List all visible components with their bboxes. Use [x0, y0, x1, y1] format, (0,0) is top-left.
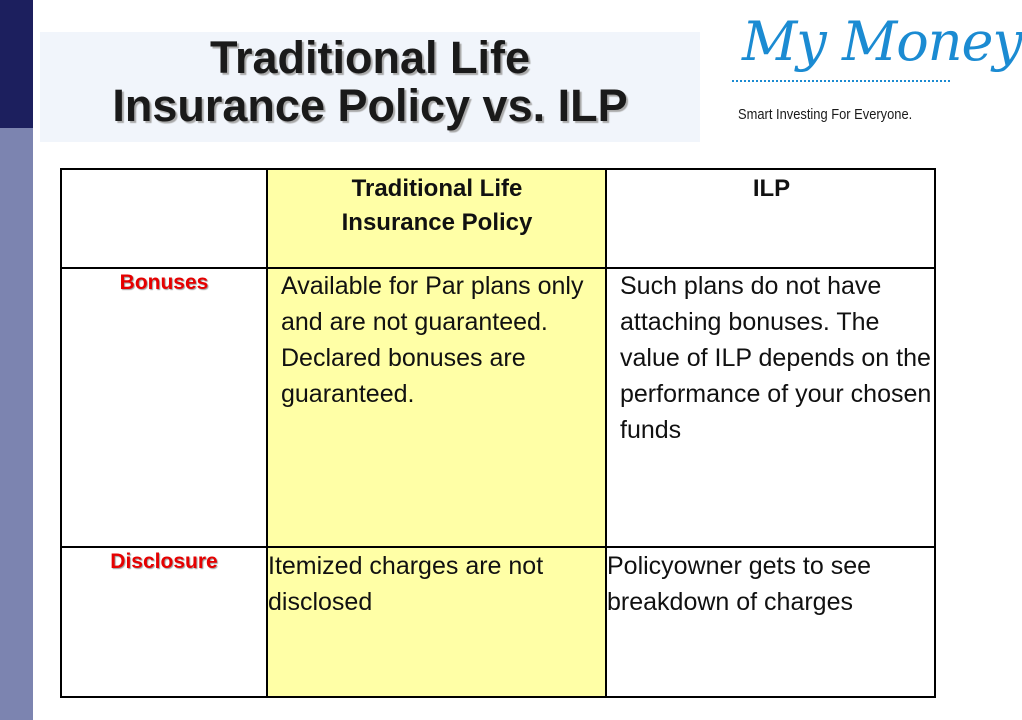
sidebar-accent-dark [0, 0, 33, 128]
logo-brand: My Money [742, 10, 1022, 73]
slide-title [40, 34, 700, 130]
cell-disclosure-ilp: Policyowner gets to see breakdown of charges [607, 552, 872, 616]
header-traditional-line2: Insurance Policy [341, 209, 533, 236]
header-traditional [268, 172, 606, 240]
logo-tagline: Smart Investing For Everyone. [738, 106, 913, 123]
cell-bonuses-traditional: Available for Par plans only and are not guaranteed. Declared bonuses are guaranteed. [281, 272, 584, 408]
row-label-bonuses: Bonuses [119, 271, 209, 294]
slide-title-line1: Traditional Life [209, 32, 531, 83]
cell-disclosure-traditional: Itemized charges are not disclosed [268, 552, 544, 616]
cell-bonuses-ilp: Such plans do not have attaching bonuses. The value of ILP depends on the performance of your chosen funds [620, 272, 932, 444]
slide-title-line2: Insurance Policy vs. ILP [112, 80, 628, 131]
sidebar-accent-light [0, 128, 33, 720]
logo-dotted-underline [732, 80, 950, 82]
my-money-logo [728, 10, 1022, 130]
header-traditional-line1: Traditional Life [351, 175, 523, 202]
header-ilp: ILP [752, 175, 791, 202]
row-label-disclosure: Disclosure [110, 550, 218, 573]
